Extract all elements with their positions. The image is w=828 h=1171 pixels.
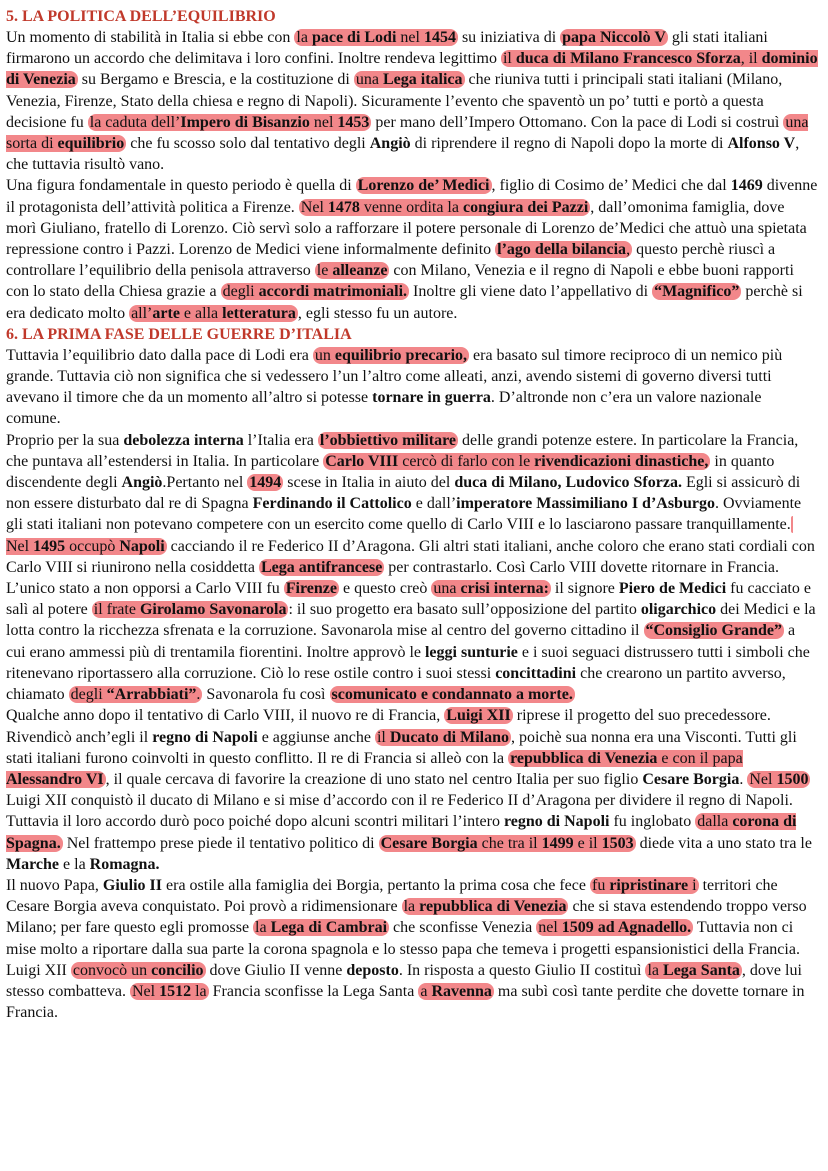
highlighted-phrase: il frate Girolamo Savonarola xyxy=(93,601,287,619)
bold-term: 1500 xyxy=(776,770,809,788)
bold-term: 1512 xyxy=(159,982,192,1000)
bold-term: equilibrio xyxy=(57,135,125,153)
bold-term: debolezza interna xyxy=(123,431,244,449)
highlighted-phrase xyxy=(652,283,741,300)
bold-term: leggi sunturie xyxy=(424,643,518,661)
bold-term: oligarchico xyxy=(640,601,717,619)
bold-term: concittadini xyxy=(495,664,577,682)
paragraph: L’unico stato a non opporsi a Carlo VIII fu Firenze e questo creò una crisi interna: il signore Piero de Medici fu cacciato e salì al potere il frate Girolamo Savonarola : il suo progetto era basato sull’opposizione del partito oligarchico dei Medici e la lotta contro la ricchezza sfrenata e la corruzione. Savonarola mise al centro del governo cittadino il “Consiglio Grande” a cui erano ammessi più di trentamila fiorentini. Inoltre approvò le leggi sunturie e i suoi seguaci distrussero tutti i simboli che ritenevano riportassero alla corruzione. Ciò lo rese ostile contro i suoi stessi concittadini che crearono un partito avverso, chiamato degli “Arrabbiati”. Savonarola fu così scomunicato e condannato a morte. xyxy=(6,580,816,704)
bold-term: Luigi XII xyxy=(446,707,511,725)
paragraph: Il nuovo Papa, Giulio II era ostile alla famiglia dei Borgia, pertanto la prima cosa che fece fu ripristinare i territori che Cesare Borgia aveva conquistato. Poi provò a ridimensionare la repubblica di Venezia che si stava estendendo troppo verso Milano; per fare questo egli promosse la Lega di Cambrai che sconfisse Venezia nel 1509 ad Agnadello. Tuttavia non ci mise molto a riportare dalla sua parte la corona spagnola e lo stesso papa che temeva i progetti espansionistici della Francia. Luigi XII convocò un concilio dove Giulio II venne deposto. In risposta a questo Giulio II costituì la Lega Santa , dove lui stesso combatteva. Nel 1512 la Francia sconfisse la Lega Santa a Ravenna ma subì così tante perdite che dovette tornare in Francia. xyxy=(6,876,807,1022)
bold-term: Cesare Borgia xyxy=(380,834,478,852)
bold-term: Firenze xyxy=(285,580,337,598)
bold-term: ripristinare xyxy=(609,876,689,894)
bold-term: Lega italica xyxy=(382,71,463,89)
bold-term: congiura dei Pazzi xyxy=(462,198,589,216)
bold-term: Alessandro VI xyxy=(6,770,104,788)
bold-term: 1469 xyxy=(730,177,763,195)
bold-term: 1494 xyxy=(249,474,282,492)
highlighted-phrase: l’ago della bilancia, xyxy=(497,241,631,259)
highlighted-phrase: dalla corona di Spagna. xyxy=(6,813,797,852)
highlighted-phrase: degli “Arrabbiati”. xyxy=(70,686,201,704)
bold-term: rivendicazioni dinastiche, xyxy=(534,452,709,470)
bold-term: 1499 xyxy=(541,834,574,852)
bold-term: repubblica di Venezia xyxy=(419,898,567,916)
highlighted-phrase: la caduta dell’Impero di Bisanzio nel 1453 xyxy=(89,113,370,131)
bold-term: Lega Santa xyxy=(663,961,740,979)
bold-term: 1454 xyxy=(423,29,456,46)
highlighted-phrase xyxy=(318,432,458,449)
bold-term: Impero di Bisanzio xyxy=(180,113,310,131)
paragraph: Una figura fondamentale in questo periodo è quella di Lorenzo de’ Medici , figlio di Cosimo de’ Medici che dal 1469 divenne il protagonista dell’attività politica a Firenze. Nel 1478 venne ordita la congiura dei Pazzi , dall’omonima famiglia, dove morì Giuliano, fratello di Lorenzo. Ciò servì solo a rafforzare il potere personale di Lorenzo de’Medici che attuò una spietata repressione contro i Pazzi. Lorenzo de Medici viene informalmente definito l’ago della bilancia, questo perchè riuscì a controllare l’equilibrio della penisola attraverso le alleanze con Milano, Venezia e il regno di Napoli e ebbe buoni rapporti con lo stato della Chiesa grazie a degli accordi matrimoniali. Inoltre gli viene dato l’appellativo di “Magnifico” perchè si era dedicato molto all’arte e alla letteratura , egli stesso fu un autore. xyxy=(6,177,818,322)
paragraph: Qualche anno dopo il tentativo di Carlo VIII, il nuovo re di Francia, Luigi XII riprese il progetto del suo precedessore. Rivendicò anch’egli il regno di Napoli e aggiunse anche il Ducato di Milano , poichè sua nonna era una Visconti. Tutti gli stati italiani furono coinvolti in questo conflitto. Il re di Francia si alleò con la repubblica di Venezia e con il papa Alessandro VI , il quale cercava di favorire la creazione di uno stato nel centro Italia per suo figlio Cesare Borgia. Nel 1500 Luigi XII conquistò il ducato di Milano e si mise d’accordo con il re Federico II d’Aragona per dividere il regno di Napoli. Tuttavia il loro accordo durò poco poiché dopo alcuni scontri militari l’intero regno di Napoli fu inglobato dalla corona di Spagna. Nel frattempo prese piede il tentativo politico di Cesare Borgia che tra il 1499 e il 1503 diede vita a uno stato tra le Marche e la Romagna. xyxy=(6,707,812,873)
paragraph: Tuttavia l’equilibrio dato dalla pace di Lodi era un equilibrio precario, era basato sul timore reciproco di un nemico più grande. Tuttavia ciò non significa che si vedessero l’un l’altro come alleati, anzi, avendo sistemi di governo diversi tutti avevano il timore che da un momento all’altro si potesse tornare in guerra. D’altronde non c’era un valore nazionale comune. xyxy=(6,346,783,428)
bold-term: duca di Milano Francesco Sforza xyxy=(515,50,741,68)
highlighted-phrase xyxy=(284,580,339,597)
highlighted-phrase: Cesare Borgia che tra il 1499 e il 1503 xyxy=(380,834,634,852)
bold-term: repubblica di Venezia xyxy=(510,749,658,767)
bold-term: Napoli xyxy=(119,537,165,555)
highlighted-phrase: repubblica di Venezia e con il papa Alessandro VI xyxy=(6,749,743,788)
highlighted-phrase: Nel 1495 occupò Napoli xyxy=(6,516,793,554)
bold-term: l’ago della bilancia xyxy=(497,241,627,259)
bold-term: dominio di Venezia xyxy=(6,50,818,89)
highlighted-phrase xyxy=(560,29,668,46)
highlighted-phrase: nel 1509 ad Agnadello. xyxy=(538,919,692,937)
highlighted-phrase xyxy=(247,474,283,491)
highlighted-phrase: a Ravenna xyxy=(420,982,492,1000)
bold-term: pace di Lodi xyxy=(311,29,397,46)
bold-term: l’obbiettivo militare xyxy=(319,431,457,449)
bold-term: Ferdinando il Cattolico xyxy=(252,495,412,513)
highlighted-phrase: una sorta di equilibrio xyxy=(6,113,809,153)
bold-term: crisi interna: xyxy=(460,580,549,598)
bold-term: equilibrio precario, xyxy=(334,346,468,364)
bold-term: corona di Spagna. xyxy=(6,813,797,852)
bold-term: 1509 ad Agnadello. xyxy=(561,919,692,937)
bold-term: Girolamo Savonarola xyxy=(139,601,287,619)
highlighted-phrase: Nel 1512 la xyxy=(131,982,207,1000)
highlighted-phrase: convocò un concilio xyxy=(72,961,204,979)
paragraph: Proprio per la sua debolezza interna l’Italia era l’obbiettivo militare delle grandi potenze estere. In particolare la Francia, che puntava all’estendersi in Italia. In particolare Carlo VIII cercò di farlo con le rivendicazioni dinastiche, in quanto discendente degli Angiò.Pertanto nel 1494 scese in Italia in aiuto del duca di Milano, Ludovico Sforza. Egli si assicurò di non essere disturbato dal re di Spagna Ferdinando il Cattolico e dall’imperatore Massimiliano I d’Asburgo. Ovviamente gli stati italiani non potevano competere con un esercito come quello di Carlo VIII e lo lasciarono passare tranquillamente. Nel 1495 occupò Napoli cacciando il re Federico II d’Aragona. Gli altri stati italiani, anche coloro che erano stati cordiali con Carlo VIII si riunirono nella cosiddetta Lega antifrancese per contrastarlo. Così Carlo VIII dovette ritornare in Francia. xyxy=(6,431,815,576)
bold-term: papa Niccolò V xyxy=(562,29,666,46)
bold-term: Angiò xyxy=(369,135,411,153)
bold-term: alleanze xyxy=(332,262,388,280)
highlighted-phrase xyxy=(644,622,784,639)
bold-term: Ravenna xyxy=(431,982,492,1000)
highlighted-phrase: fu ripristinare i xyxy=(591,876,697,894)
highlighted-phrase: Carlo VIII cercò di farlo con le rivendicazioni dinastiche, xyxy=(325,452,709,470)
section-title: 5. LA POLITICA DELL’EQUILIBRIO xyxy=(6,8,276,25)
highlighted-phrase: all’arte e alla letteratura xyxy=(131,304,296,322)
highlighted-phrase: Nel 1478 venne ordita la congiura dei Pazzi xyxy=(300,198,589,216)
bold-term: arte xyxy=(152,304,180,322)
highlighted-phrase xyxy=(356,177,492,194)
bold-term: “Magnifico” xyxy=(654,283,740,301)
bold-term: Ducato di Milano xyxy=(389,728,509,746)
highlighted-phrase: Nel 1500 xyxy=(749,770,809,788)
highlighted-phrase: la repubblica di Venezia xyxy=(403,898,567,916)
highlighted-phrase: la Lega di Cambrai xyxy=(255,919,388,937)
bold-term: Carlo VIII xyxy=(325,452,399,470)
bold-term: “Arrabbiati” xyxy=(106,686,197,704)
bold-term: 1453 xyxy=(337,113,370,131)
highlighted-phrase: una crisi interna: xyxy=(433,580,549,598)
highlighted-phrase: una Lega italica xyxy=(355,71,463,89)
bold-term: scomunicato e condannato a morte. xyxy=(331,686,573,704)
bold-term: Angiò xyxy=(121,474,163,492)
bold-term: tornare in guerra xyxy=(372,389,491,407)
highlighted-phrase: il Ducato di Milano xyxy=(376,728,509,746)
paragraph: Un momento di stabilità in Italia si ebbe con la pace di Lodi nel 1454 su iniziativa di papa Niccolò V gli stati italiani firmarono un accordo che delimitava i loro confini. Inoltre rendeva legittimo il duca di Milano Francesco Sforza, il dominio di Venezia su Bergamo e Brescia, e la costituzione di una Lega italica che riuniva tutti i principali stati italiani (Milano, Venezia, Firenze, Stato della chiesa e regno di Napoli). Sicuramente l’evento che spaventò un po’ tutti e portò a questa decisione fu la caduta dell’Impero di Bisanzio nel 1453 per mano dell’Impero Ottomano. Con la pace di Lodi si costruì una sorta di equilibrio che fu scosso solo dal tentativo degli Angiò di riprendere il regno di Napoli dopo la morte di Alfonso V, che tuttavia risultò vano. xyxy=(6,29,818,174)
bold-term: imperatore Massimiliano I d’Asburgo xyxy=(456,495,715,513)
bold-term: 1503 xyxy=(601,834,634,852)
highlighted-phrase xyxy=(444,707,512,724)
bold-term: letteratura xyxy=(222,304,296,322)
highlighted-phrase: degli accordi matrimoniali. xyxy=(222,283,408,301)
bold-term: Marche xyxy=(6,855,60,873)
bold-term: Piero de Medici xyxy=(618,580,727,598)
section-guerre-italia xyxy=(6,324,818,1024)
bold-term: Lega di Cambrai xyxy=(270,919,388,937)
highlighted-phrase: il duca di Milano Francesco Sforza, il dominio di Venezia xyxy=(6,50,818,89)
highlighted-phrase: un equilibrio precario, xyxy=(314,346,468,364)
highlighted-phrase xyxy=(259,559,384,576)
bold-term: Giulio II xyxy=(102,876,163,894)
bold-term: Romagna. xyxy=(89,855,160,873)
bold-term: deposto xyxy=(346,961,399,979)
bold-term: 1478 xyxy=(327,198,360,216)
section-title: 6. LA PRIMA FASE DELLE GUERRE D’ITALIA xyxy=(6,325,352,343)
bold-term: regno di Napoli xyxy=(152,728,258,746)
bold-term: regno di Napoli xyxy=(503,813,610,831)
bold-term: accordi matrimoniali. xyxy=(258,283,408,301)
highlighted-phrase xyxy=(330,686,575,703)
bold-term: Lorenzo de’ Medici xyxy=(357,177,490,195)
bold-term: Lega antifrancese xyxy=(260,558,383,576)
section-politica-equilibrio xyxy=(6,6,818,324)
bold-term: duca di Milano, Ludovico Sforza. xyxy=(454,474,682,492)
bold-term: 1495 xyxy=(33,537,66,555)
highlighted-phrase: le alleanze xyxy=(316,262,388,280)
bold-term: Cesare Borgia xyxy=(642,770,740,788)
bold-term: “Consiglio Grande” xyxy=(645,622,782,640)
bold-term: concilio xyxy=(151,961,204,979)
bold-term: Alfonso V xyxy=(727,135,796,153)
highlighted-phrase: la pace di Lodi nel 1454 xyxy=(296,29,456,46)
highlighted-phrase: la Lega Santa xyxy=(647,961,740,979)
